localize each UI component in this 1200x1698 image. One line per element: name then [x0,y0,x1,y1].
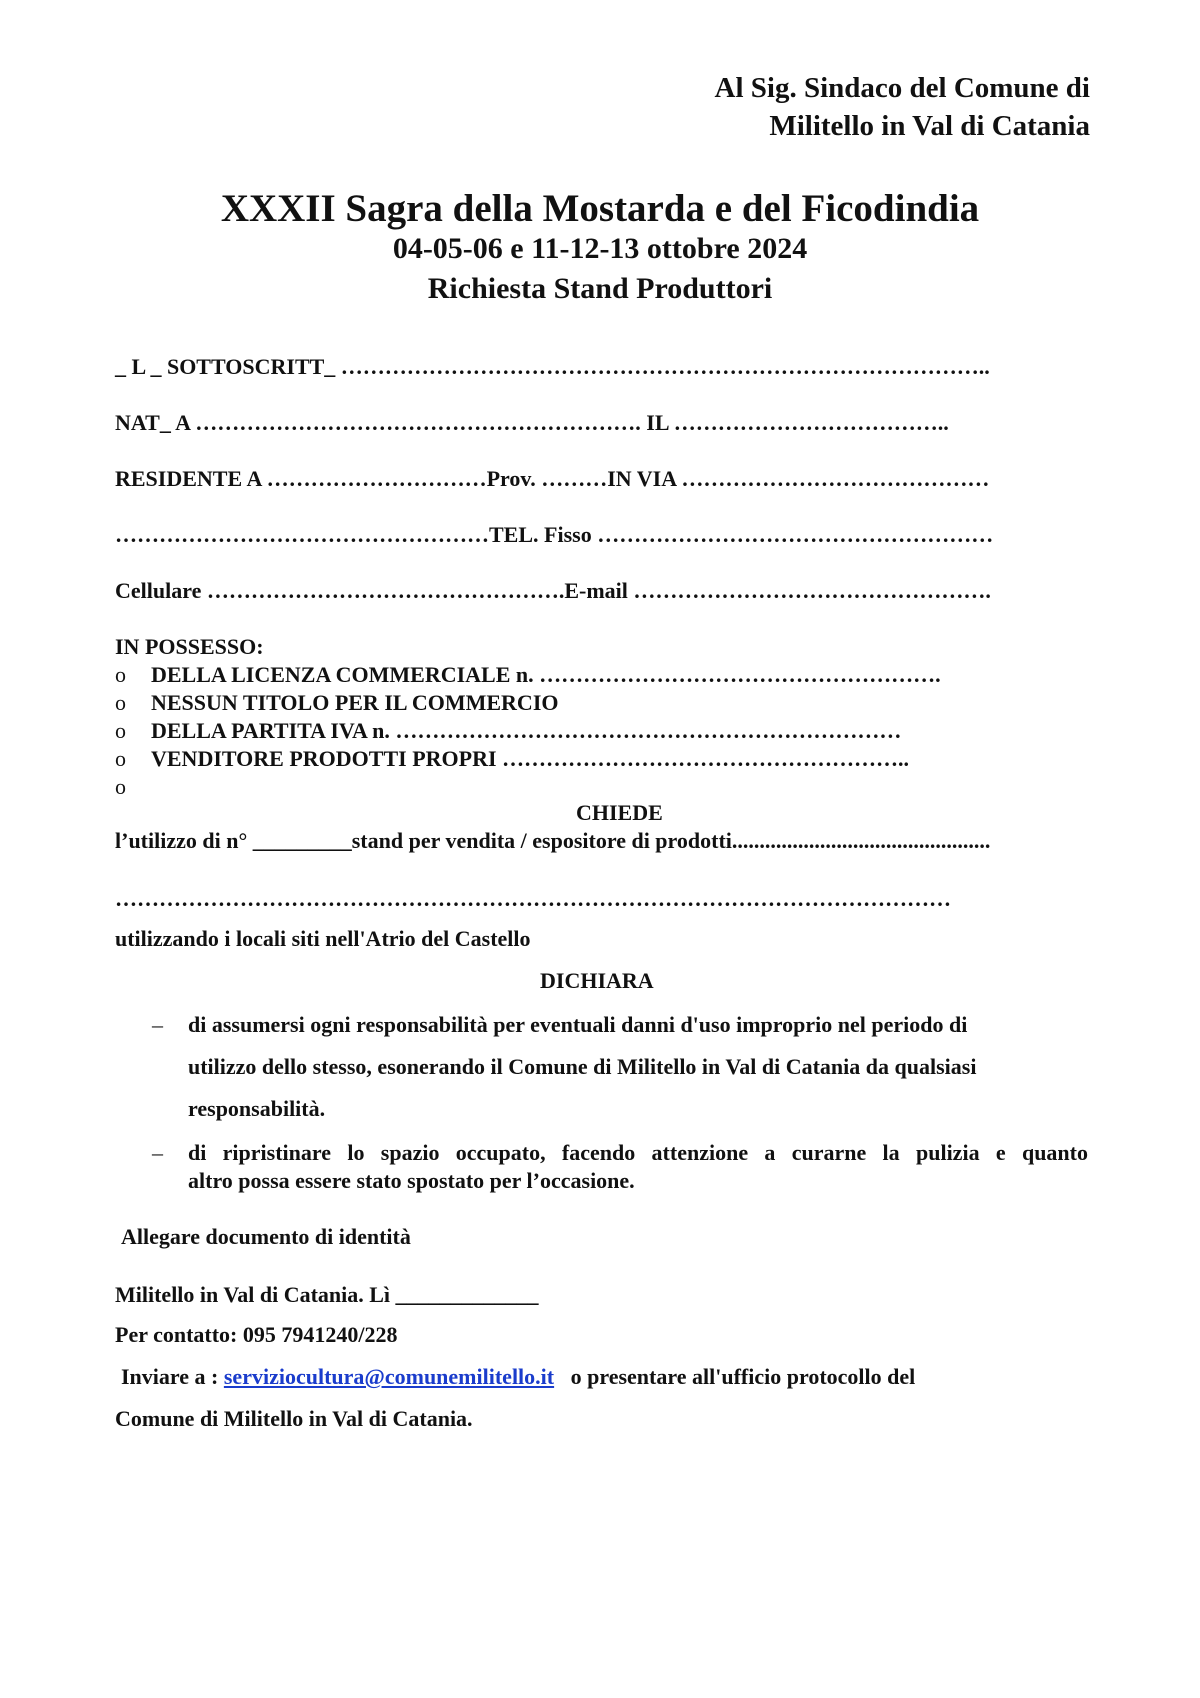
option-bullet: o [115,718,126,743]
event-dates: 04-05-06 e 11-12-13 ottobre 2024 [392,232,808,265]
page-subtitle: Richiesta Stand Produttori [427,272,773,305]
chiede-heading: CHIEDE [576,800,663,825]
option-bullet: o [115,774,126,799]
option-label: DELLA PARTITA IVA n. …………………………………………………………… [151,718,902,743]
chiede-line-3: utilizzando i locali siti nell'Atrio del Castello [115,926,531,951]
dichiara-item-1-line-3: responsabilità. [188,1096,326,1121]
option-label: NESSUN TITOLO PER IL COMMERCIO [151,690,559,715]
addressee-line-1: Al Sig. Sindaco del Comune di [714,72,1090,104]
field-nato: NAT_ A ……………………………………………………. IL ……………………………….. [115,410,949,435]
option-bullet: o [115,662,126,687]
inviare-rest: o presentare all'ufficio protocollo del [570,1364,916,1389]
dichiara-heading: DICHIARA [540,968,654,993]
option-nessun-titolo [115,690,559,716]
dichiara-item-1-line-1: di assumersi ogni responsabilità per eventuali danni d'uso improprio nel periodo di [188,1012,968,1037]
email-link[interactable]: serviziocultura@comunemilitello.it [223,1364,555,1389]
field-sottoscritto: _ L _ SOTTOSCRITT_ …………………………………………………………………………….. [115,354,990,379]
addressee-line-2: Militello in Val di Catania [769,110,1090,142]
option-label: VENDITORE PRODOTTI PROPRI ……………………………………………….. [151,746,910,771]
option-label: DELLA LICENZA COMMERCIALE n. ………………………………………………. [151,662,941,687]
field-residente: RESIDENTE A …………………………Prov. ………IN VIA …………………………………… [115,466,990,491]
option-licenza [115,662,941,688]
field-telefono: ……………………………………………TEL. Fisso ……………………………………………… [115,522,994,547]
dichiara-item-1-line-2: utilizzo dello stesso, esonerando il Comune di Militello in Val di Catania da qualsiasi [188,1054,977,1079]
inviare-line [121,1364,915,1390]
possesso-heading: IN POSSESSO: [115,634,264,659]
dichiara-item-2-line-2: altro possa essere stato spostato per l’occasione. [188,1168,635,1193]
inviare-label: Inviare a : [121,1364,219,1389]
field-cellulare-email: Cellulare ………………………………………….E-mail …………………………………………. [115,578,991,603]
option-venditore [115,746,909,772]
dash-bullet: – [152,1012,163,1037]
chiede-line-2: …………………………………………………………………………………………………… [115,886,951,911]
luogo-data: Militello in Val di Catania. Lì _____________ [115,1282,539,1307]
dichiara-item-2-line-1: di ripristinare lo spazio occupato, facendo attenzione a curarne la pulizia e quanto [188,1140,1088,1165]
comune-line: Comune di Militello in Val di Catania. [115,1406,473,1431]
chiede-line-1: l’utilizzo di n° _________stand per vendita / espositore di prodotti............................................... [115,828,991,853]
option-empty [115,774,151,800]
dash-bullet: – [152,1140,163,1165]
option-bullet: o [115,690,126,715]
allegare-note: Allegare documento di identità [121,1224,411,1249]
option-bullet: o [115,746,126,771]
page-title: XXXII Sagra della Mostarda e del Ficodindia [220,187,980,230]
option-partita-iva [115,718,901,744]
contatto: Per contatto: 095 7941240/228 [115,1322,398,1347]
